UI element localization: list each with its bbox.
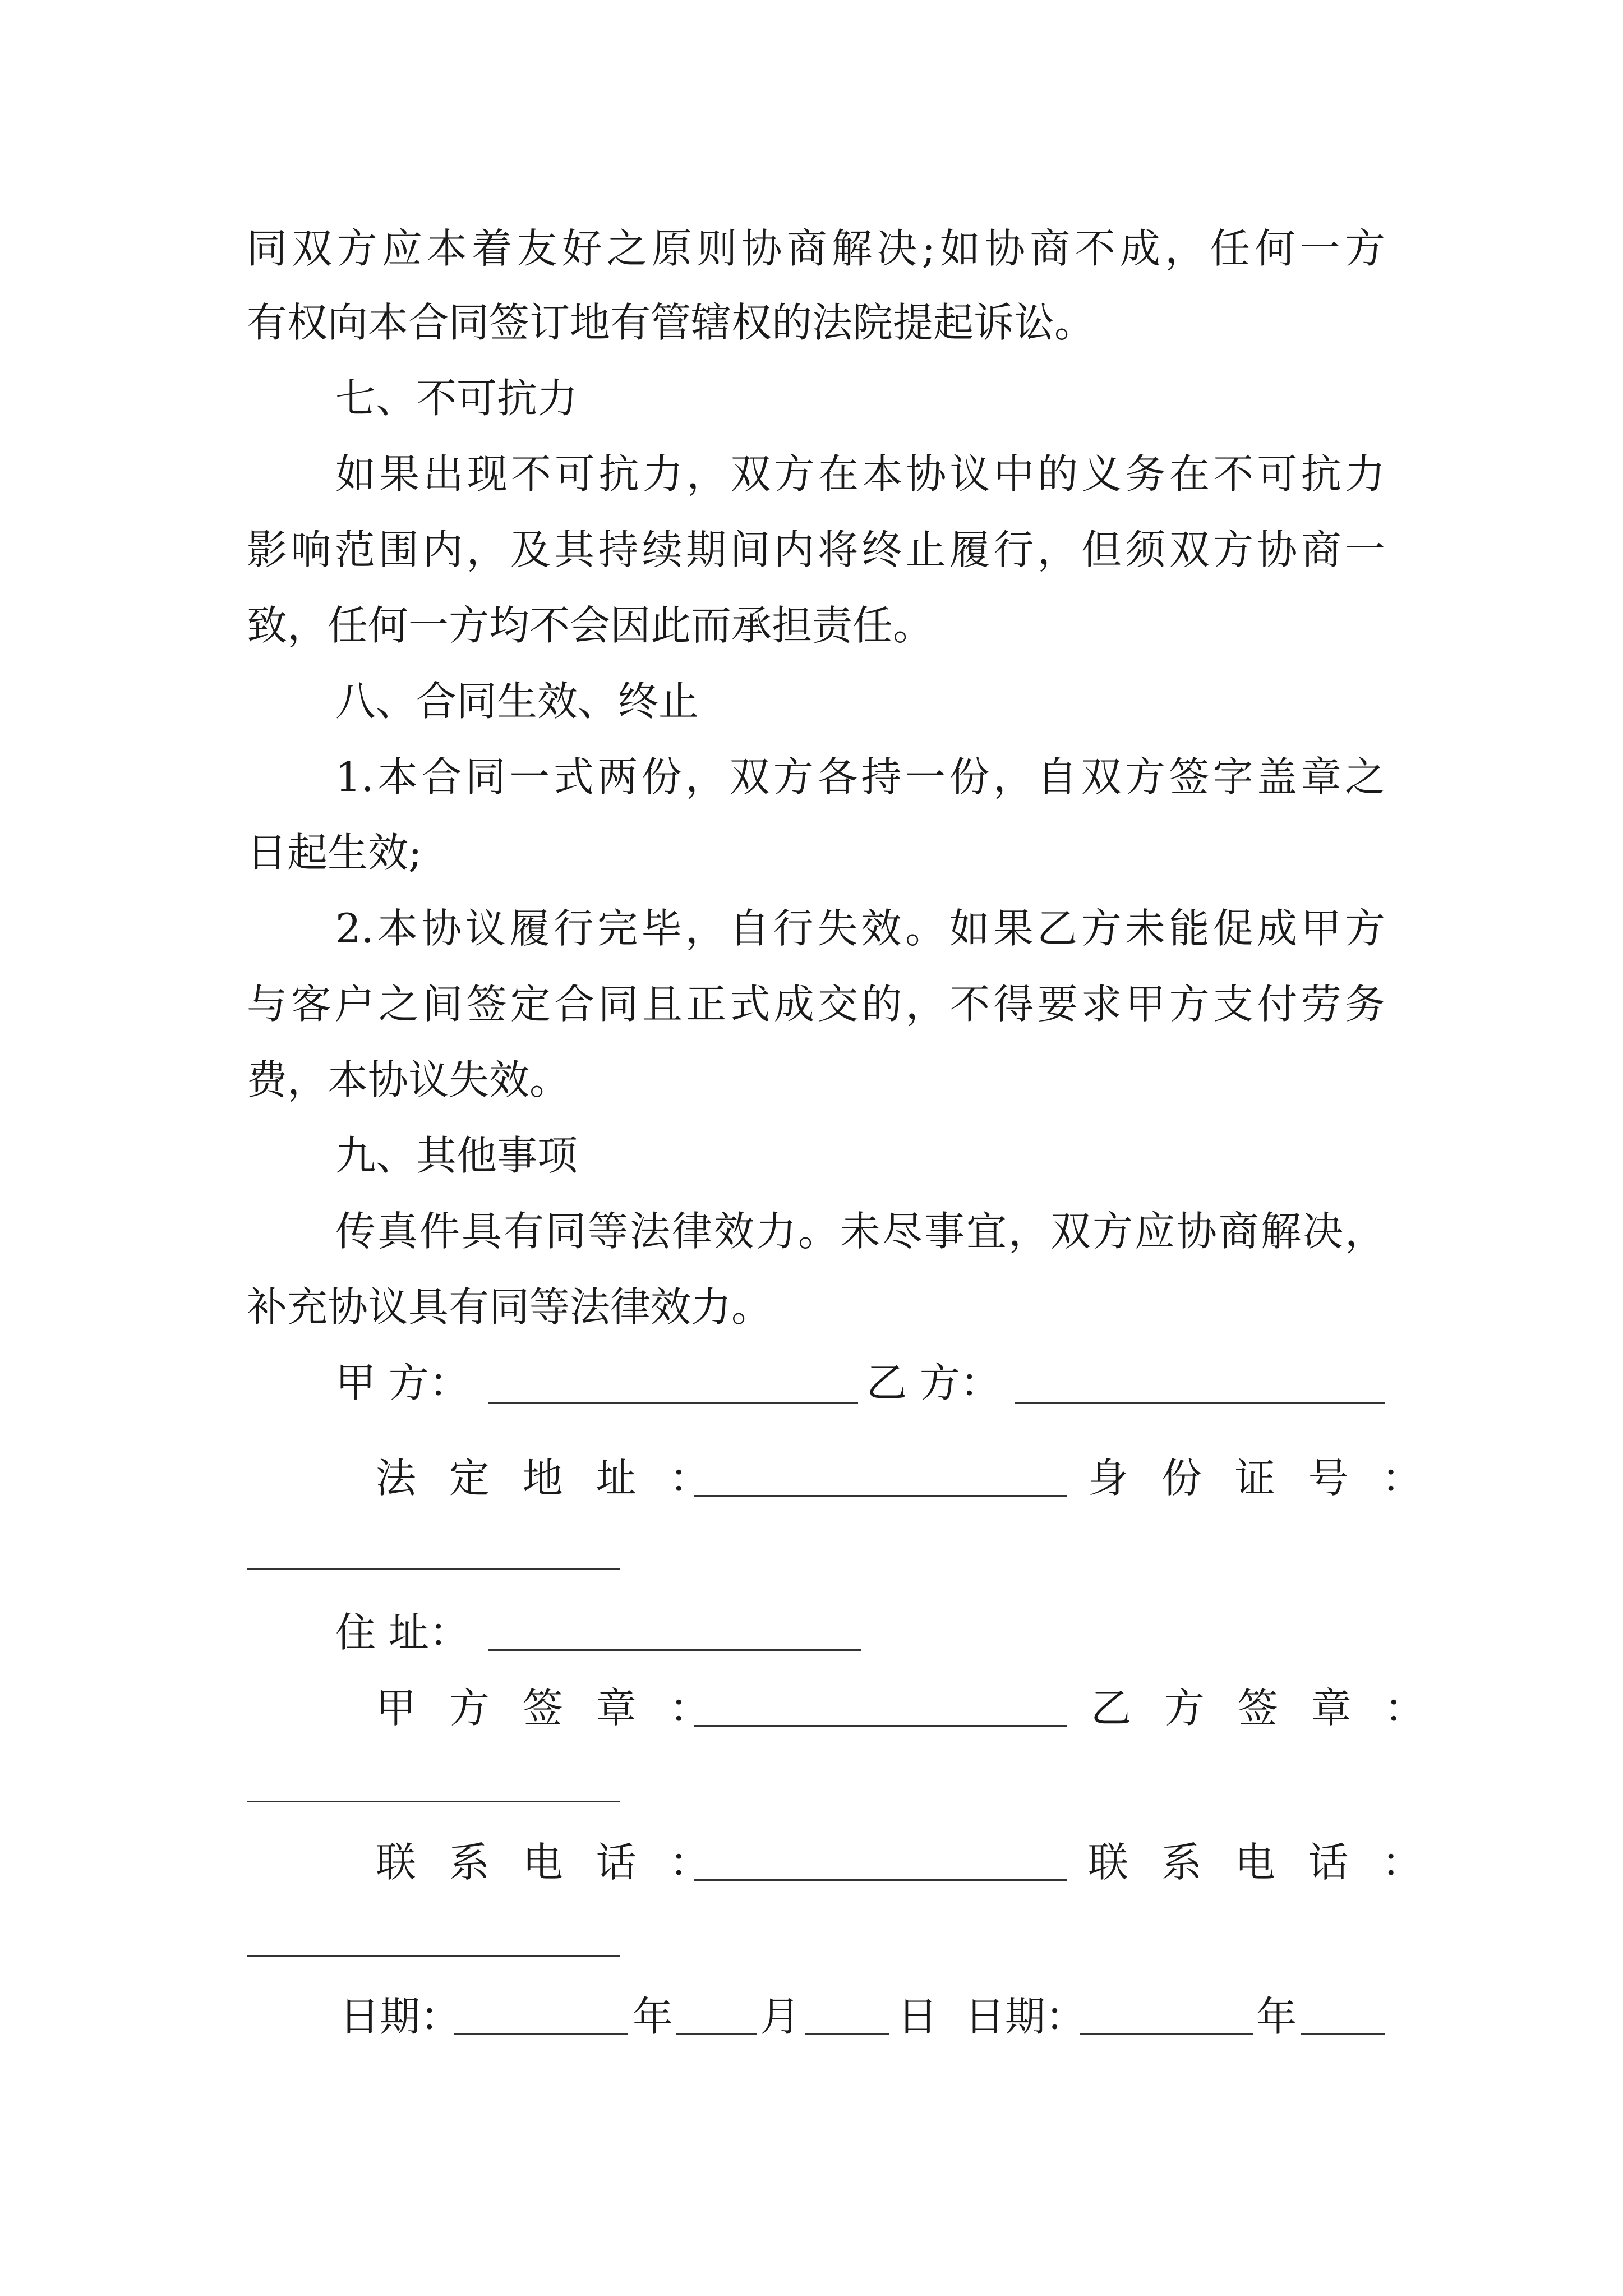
year-b-label: 年 bbox=[1256, 1993, 1297, 2040]
date-a-year-blank[interactable] bbox=[454, 2033, 628, 2035]
phone-b-label: 联 系 电 话 ： bbox=[1088, 1839, 1432, 1886]
text-line: 致，任何一方均不会因此而承担责任。 bbox=[247, 602, 934, 649]
text-line: 补充协议具有同等法律效力。 bbox=[247, 1283, 772, 1331]
phone-a-blank[interactable] bbox=[694, 1879, 1067, 1881]
text-line: 传真件具有同等法律效力。未尽事宜，双方应协商解决， bbox=[335, 1208, 1385, 1255]
party-b-label: 乙 方： bbox=[866, 1359, 1000, 1406]
section-heading: 九、其他事项 bbox=[335, 1132, 578, 1179]
party-a-label: 甲 方： bbox=[335, 1359, 469, 1406]
party-b-signature-label: 乙 方 签 章 ： bbox=[1091, 1685, 1435, 1732]
text-line: 1.本合同一式两份，双方各持一份，自双方签字盖章之 bbox=[335, 753, 1385, 800]
legal-address-label: 法 定 地 址 ： bbox=[376, 1455, 720, 1502]
text-line: 如果出现不可抗力，双方在本协议中的义务在不可抗力 bbox=[335, 450, 1385, 498]
text-line: 2.本协议履行完毕，自行失效。如果乙方未能促成甲方 bbox=[335, 905, 1385, 952]
date-a-day-blank[interactable] bbox=[805, 2033, 889, 2035]
id-number-blank[interactable] bbox=[247, 1568, 620, 1570]
phone-a-label: 联 系 电 话 ： bbox=[376, 1839, 720, 1886]
party-a-signature-label: 甲 方 签 章 ： bbox=[376, 1685, 720, 1732]
party-a-blank[interactable] bbox=[488, 1402, 858, 1404]
id-number-label: 身 份 证 号 ： bbox=[1088, 1455, 1432, 1502]
date-a-label: 日期： bbox=[339, 1993, 461, 2040]
date-b-year-blank[interactable] bbox=[1080, 2033, 1253, 2035]
phone-b-blank[interactable] bbox=[247, 1955, 620, 1957]
text-line: 有权向本合同签订地有管辖权的法院提起诉讼。 bbox=[247, 299, 1095, 346]
month-label: 月 bbox=[760, 1993, 801, 2040]
address-blank[interactable] bbox=[488, 1649, 861, 1651]
date-a-month-blank[interactable] bbox=[676, 2033, 757, 2035]
section-heading: 八、合同生效、终止 bbox=[335, 678, 699, 725]
date-b-label: 日期： bbox=[965, 1993, 1086, 2040]
text-line: 费，本协议失效。 bbox=[247, 1056, 570, 1103]
legal-address-blank[interactable] bbox=[694, 1495, 1067, 1497]
party-b-blank[interactable] bbox=[1015, 1402, 1385, 1404]
party-a-signature-blank[interactable] bbox=[694, 1725, 1067, 1727]
text-line: 与客户之间签定合同且正式成交的，不得要求甲方支付劳务 bbox=[247, 981, 1385, 1028]
section-heading: 七、不可抗力 bbox=[335, 375, 578, 422]
day-label: 日 bbox=[897, 1993, 938, 2040]
party-b-signature-blank[interactable] bbox=[247, 1801, 620, 1802]
year-label: 年 bbox=[633, 1993, 674, 2040]
address-label: 住 址： bbox=[335, 1609, 469, 1656]
text-line: 日起生效; bbox=[247, 829, 422, 876]
text-line: 影响范围内，及其持续期间内将终止履行，但须双方协商一 bbox=[247, 526, 1385, 573]
text-line: 同双方应本着友好之原则协商解决;如协商不成，任何一方 bbox=[247, 225, 1385, 272]
date-b-month-blank[interactable] bbox=[1301, 2033, 1385, 2035]
